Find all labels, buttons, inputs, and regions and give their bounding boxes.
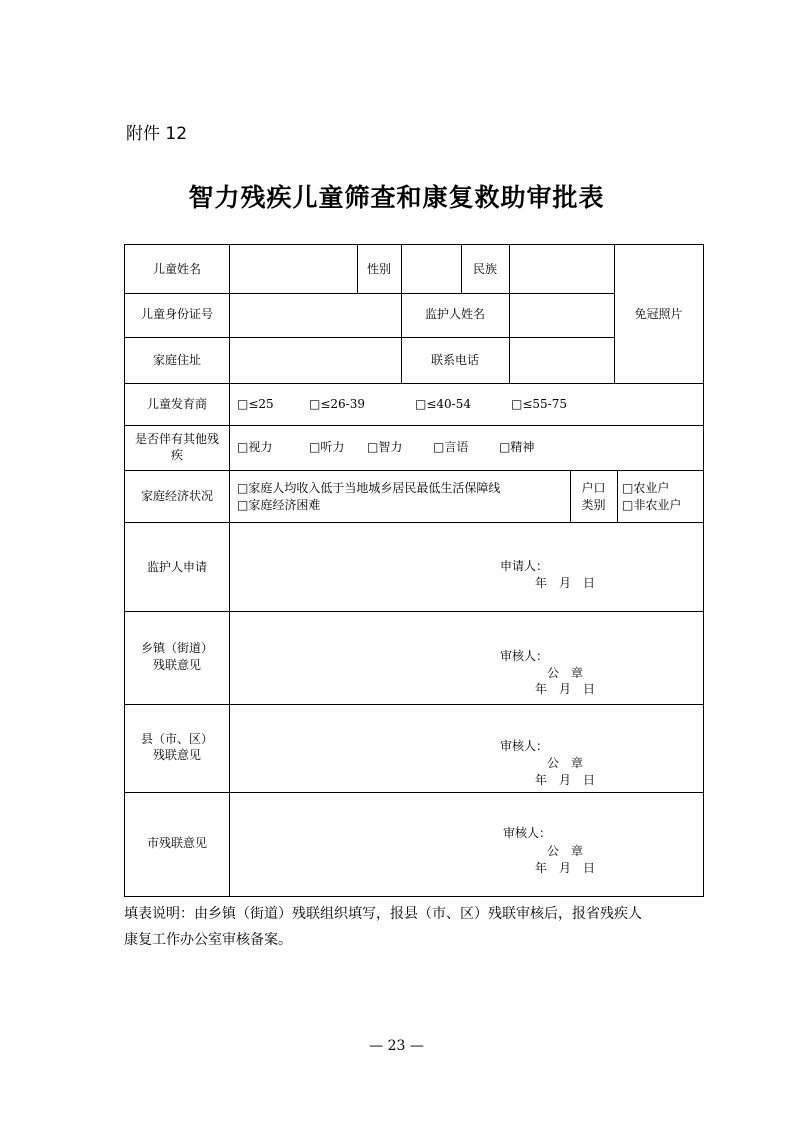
row-divider [125,425,703,426]
reviewer-signature: 审核人： [503,826,552,840]
dq-option[interactable]: □≤25 [237,397,274,411]
row-divider [125,704,703,705]
date-line: 年 月 日 [535,861,596,875]
page-number: — 23 — [369,1038,424,1054]
guardian-name-field[interactable] [510,294,614,337]
child-name-label: 儿童姓名 [152,262,201,276]
guardian-apply-label: 监护人申请 [146,560,207,574]
row-divider [125,522,703,523]
town-opinion-label: 乡镇（街道） [140,641,213,655]
ethnicity-label: 民族 [472,262,497,276]
disability-option[interactable]: □精神 [499,440,535,454]
economic-option[interactable]: □家庭经济困难 [237,498,321,512]
phone-label: 联系电话 [430,353,479,367]
date-line: 年 月 日 [535,773,596,787]
town-opinion-label: 残联意见 [152,658,201,672]
child-name-field[interactable] [230,246,357,292]
instructions-line: 填表说明：由乡镇（街道）残联组织填写，报县（市、区）残联审核后，报省残疾人 [124,906,642,922]
disability-option[interactable]: □言语 [433,440,469,454]
county-opinion-label: 县（市、区） [140,732,213,746]
disability-option[interactable]: □智力 [367,440,403,454]
dq-label: 儿童发育商 [146,397,207,411]
approval-form-table [124,244,704,897]
hukou-option[interactable]: □非农业户 [622,498,682,512]
attachment-number: 附件 12 [126,124,188,144]
disability-option[interactable]: □听力 [309,440,345,454]
row-divider [125,792,703,793]
official-seal: 公 章 [547,756,584,770]
official-seal: 公 章 [547,666,584,680]
city-opinion-label: 市残联意见 [146,836,207,850]
hukou-label: 类别 [581,498,606,512]
date-line: 年 月 日 [535,576,596,590]
address-field[interactable] [230,338,401,383]
page-title: 智力残疾儿童筛查和康复救助审批表 [188,183,605,212]
column-divider [570,470,571,522]
reviewer-signature: 审核人： [500,649,549,663]
gender-label: 性别 [366,262,391,276]
hukou-option[interactable]: □农业户 [622,481,670,495]
other-disability-label: 疾 [170,448,183,462]
row-divider [125,611,703,612]
dq-option[interactable]: □≤26-39 [309,397,365,411]
address-label: 家庭住址 [152,353,201,367]
disability-option[interactable]: □视力 [237,440,273,454]
county-opinion-label: 残联意见 [152,748,201,762]
applicant-signature: 申请人： [500,559,549,573]
column-divider [617,470,618,522]
child-id-field[interactable] [230,294,401,337]
other-disability-label: 是否伴有其他残 [134,432,219,446]
child-id-label: 儿童身份证号 [140,307,213,321]
economic-label: 家庭经济状况 [140,489,213,503]
phone-field[interactable] [510,338,614,383]
date-line: 年 月 日 [535,682,596,696]
guardian-name-label: 监护人姓名 [424,307,485,321]
dq-option[interactable]: □≤40-54 [415,397,471,411]
reviewer-signature: 审核人： [500,739,549,753]
gender-field[interactable] [402,246,461,292]
ethnicity-field[interactable] [510,246,614,292]
economic-option[interactable]: □家庭人均收入低于当地城乡居民最低生活保障线 [237,481,501,495]
official-seal: 公 章 [547,844,584,858]
photo-area: 免冠照片 [634,307,683,321]
dq-option[interactable]: □≤55-75 [511,397,567,411]
instructions-line: 康复工作办公室审核备案。 [124,932,292,948]
row-divider [125,383,703,384]
hukou-label: 户口 [581,481,606,495]
